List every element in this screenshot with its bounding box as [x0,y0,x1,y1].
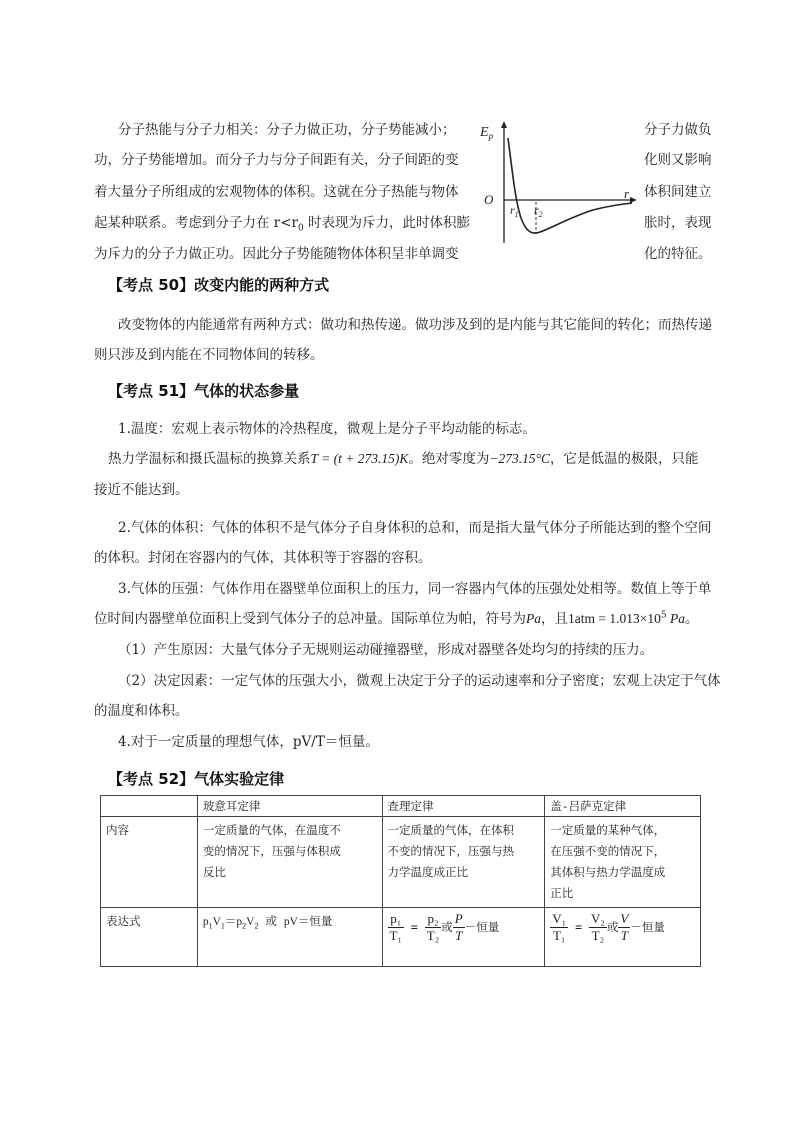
intro-line-4-tail: 时表现为斥力，此时体积膨 [303,215,471,231]
boyle-constant: ＝恒量 [297,914,333,928]
atm-exponent: 5 [660,610,667,621]
boyle-or: 或 [258,914,284,928]
gay-lussac-content-line: 其体积与热力学温度成 [550,865,666,879]
header-boyle: 玻意耳定律 [197,796,382,817]
header-gay-lussac: 盖-吕萨克定律 [545,796,701,817]
y-label-sub: p [488,131,494,141]
absolute-zero: −273.15°C [489,451,550,466]
conversion-text-a: 热力学温标和摄氏温标的换算关系 [108,451,311,467]
x-axis-arrow [630,197,637,203]
boyle-pv: pV [283,916,298,928]
intro-line-1: 分子热能与分子力相关：分子力做正功，分子势能减小； [118,122,456,138]
boyle-p1-sub: 1 [208,921,213,931]
intro-line-4-sub: 0 [298,223,304,234]
boyle-equals: ＝ [224,914,237,928]
boyle-v1: V [212,916,221,928]
pressure-factor-2: 的温度和体积。 [94,703,189,719]
section-51-title: 【考点 51】气体的状态参量 [108,382,300,400]
header-empty [101,796,198,817]
r2-sub: 2 [538,210,543,219]
table-row-content [101,817,701,908]
pa-symbol: Pa [526,611,541,626]
charles-equals: = [410,920,418,934]
pressure-item-2 [94,607,698,627]
boyle-expression [197,908,382,967]
boyle-content-line: 反比 [202,865,226,879]
atm-formula: 1atm = 1.013×10 [568,611,661,626]
pa-unit: Pa [666,611,685,626]
table-row-expression [101,908,701,967]
temperature-tail: 接近不能达到。 [94,482,189,498]
charles-frac-2: $\frac{\text{p₂}}{\text{T₂}}$ [426,911,440,943]
intro-right-4: 胀时，表现 [644,215,712,231]
temperature-conversion [108,447,699,467]
intro-line-3: 着大量分子所组成的宏观物体的体积。这就在分子热能与物体 [94,184,459,200]
boyle-p2: p [236,916,243,928]
charles-frac-3: $\frac{P}{T}$ [454,911,463,943]
intro-line-2: 功，分子势能增加。而分子力与分子间距有关，分子间距的变 [94,152,459,168]
gay-lussac-content-line: 一定质量的某种气体， [550,823,666,837]
gay-lussac-or: 或 [606,920,619,934]
row-label-content: 内容 [101,817,198,908]
charles-expression [382,908,545,967]
gay-lussac-equals: = [575,920,583,934]
gay-lussac-expression [545,908,701,967]
intro-right-5: 化的特征。 [644,246,712,262]
origin-label: O [484,192,494,207]
temperature-item: 1.温度：宏观上表示物体的冷热程度，微观上是分子平均动能的标志。 [118,421,536,437]
table-header-row [101,796,701,817]
row-label-expression: 表达式 [101,908,198,967]
intro-line-5: 为斥力的分子力做正功。因此分子势能随物体体积呈非单调变 [94,246,459,262]
boyle-v2-sub: 2 [254,921,259,931]
potential-energy-graph [468,118,640,248]
pressure-factor-1: （2）决定因素：一定气体的压强大小，微观上决定于分子的运动速率和分子密度；宏观上决定于气体 [118,673,721,689]
ideal-gas-item: 4.对于一定质量的理想气体，pV/T＝恒量。 [118,734,379,750]
r1-sub: 1 [514,210,519,219]
section-52-title: 【考点 52】气体实验定律 [108,770,285,788]
pressure-text-c: 。 [684,611,699,627]
gay-lussac-frac-3: $\frac{V}{T}$ [620,911,629,943]
boyle-content-line: 一定质量的气体，在温度不 [202,823,341,837]
boyle-p2-sub: 2 [242,921,247,931]
pressure-item-1: 3.气体的压强：气体作用在器壁单位面积上的压力，同一容器内气体的压强处处相等。数值上等于单 [118,581,712,597]
boyle-content [197,817,382,908]
conversion-text-c: ，它是低温的极限，只能 [550,451,699,467]
pressure-text-a: 位时间内器壁单位面积上受到气体分子的总冲量。国际单位为帕，符号为 [94,611,526,627]
charles-content-line: 不变的情况下，压强与热 [387,844,514,858]
intro-line-4 [94,211,470,234]
r2-label: r [534,203,539,217]
intro-line-4-head: 起某种联系。考虑到分子力在 r<r [94,215,299,231]
svg-text:r2 [534,203,543,219]
section-50-para-1: 改变物体的内能通常有两种方式：做功和热传递。做功涉及到的是内能与其它能间的转化；而热传递 [118,317,712,333]
gay-lussac-constant: －恒量 [630,920,665,934]
section-50-title: 【考点 50】改变内能的两种方式 [108,276,330,294]
intro-right-1: 分子力做负 [644,122,712,138]
pressure-cause: （1）产生原因：大量气体分子无规则运动碰撞器壁，形成对器壁各处均匀的持续的压力。 [118,642,654,658]
intro-right-2: 化则又影响 [644,152,712,168]
gay-lussac-frac-2: $\frac{\text{V₂}}{\text{T₂}}$ [590,911,605,943]
charles-content [382,817,545,908]
boyle-p1: p [202,916,209,928]
charles-content-line: 力学温度成正比 [387,865,468,879]
boyle-v2: V [246,916,255,928]
intro-right-3: 体积间建立 [644,184,712,200]
charles-content-line: 一定质量的气体，在体积 [387,823,514,837]
volume-item-1: 2.气体的体积：气体的体积不是气体分子自身体积的总和，而是指大量气体分子所能达到的整个空间 [118,520,712,536]
conversion-text-b: 。绝对零度为 [408,451,490,467]
volume-item-2: 的体积。封闭在容器内的气体，其体积等于容器的容积。 [94,550,432,566]
conversion-formula: T = (t + 273.15)K [310,451,409,466]
pressure-text-b: ，且 [541,611,568,627]
potential-curve [508,138,632,233]
boyle-content-line: 变的情况下，压强与体积成 [202,844,341,858]
gay-lussac-frac-1: $\frac{\text{V₁}}{\text{T₁}}$ [552,911,567,943]
charles-constant: －恒量 [464,920,500,934]
header-charles: 查理定律 [382,796,545,817]
boyle-v1-sub: 1 [220,921,225,931]
r1-label: r [510,203,515,217]
gay-lussac-content-line: 在压强不变的情况下， [550,844,666,858]
charles-frac-1: $\frac{\text{p₁}}{\text{T₁}}$ [389,911,402,943]
charles-or: 或 [441,920,453,934]
y-label: E [480,125,489,140]
gas-laws-table [100,795,701,967]
y-axis-arrow [501,121,507,128]
gay-lussac-content-line: 正比 [550,886,574,900]
section-50-para-2: 则只涉及到内能在不同物体间的转移。 [94,347,324,363]
svg-text:Ep [479,125,494,141]
gay-lussac-content [545,817,701,908]
x-label: r [624,186,630,201]
